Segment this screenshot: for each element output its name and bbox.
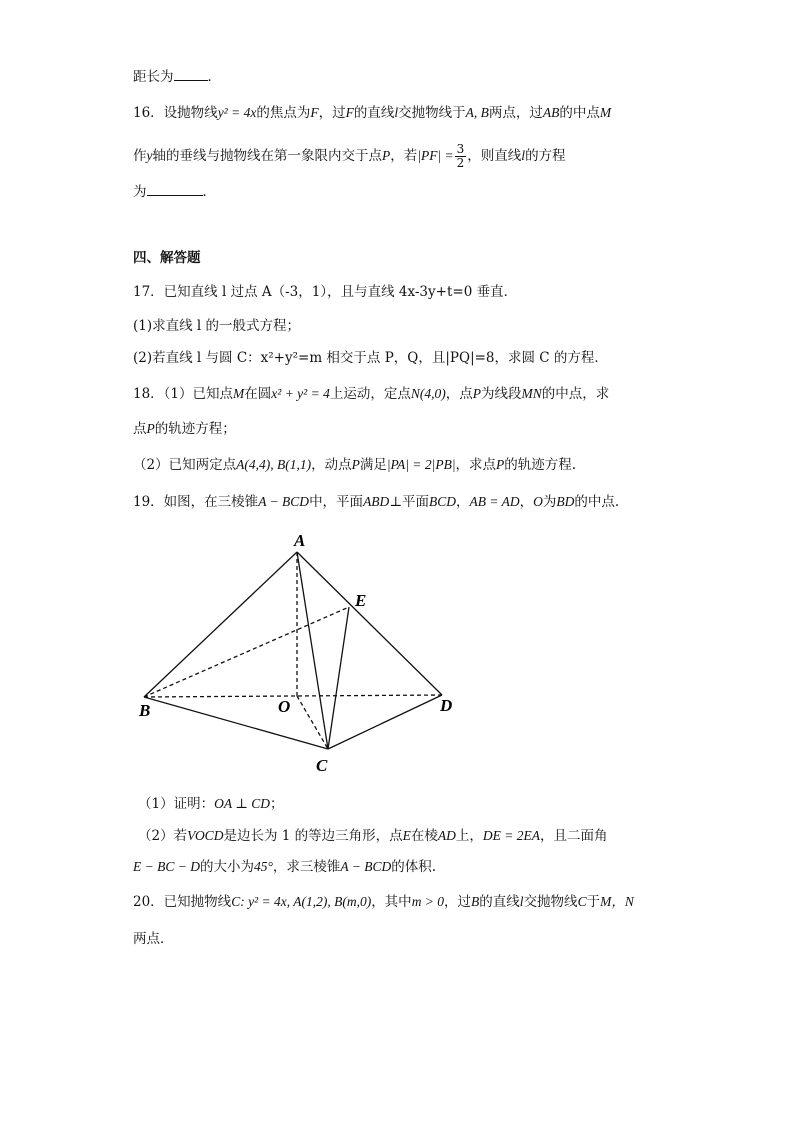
math-parabola: y² = 4x (217, 105, 257, 120)
q20-text: 于 (586, 894, 601, 910)
q18-text: 在圆 (244, 386, 272, 402)
q16-text: ，则直线 (467, 148, 522, 164)
q20-text: 交抛物线 (523, 894, 578, 910)
label-A: A (294, 531, 306, 550)
q19-text: 中，平面 (309, 494, 364, 510)
q18-text: 的轨迹方程. (504, 457, 577, 473)
q20-text: 的直线 (479, 894, 520, 910)
q19-text: 的大小为 (199, 859, 254, 875)
math-AB-eq-AD: AB = AD (469, 494, 520, 509)
q19-part2 (138, 826, 607, 846)
math-AB: AB (542, 105, 560, 120)
label-C: C (316, 756, 328, 775)
math-l: l (521, 148, 526, 163)
math-AD: AD (437, 828, 456, 843)
q20-text: ，过 (444, 894, 472, 910)
math-P: P (472, 386, 481, 401)
q19-part2-cont (133, 857, 436, 877)
q16-text: ，若 (390, 148, 418, 164)
q20-text: 20．已知抛物线 (133, 894, 232, 910)
q18-line2 (133, 419, 236, 439)
q16-text: 16．设抛物线 (133, 105, 218, 121)
q16-line3 (133, 181, 216, 202)
q16-text: 作 (133, 148, 147, 164)
q19-text: ， (519, 494, 534, 510)
fraction-three-halves (455, 143, 467, 170)
q18-text: （2）已知两定点 (133, 457, 237, 473)
q19-text: 19．如图，在三棱锥 (133, 494, 259, 510)
q19-part1 (138, 794, 284, 814)
math-l: l (394, 105, 399, 120)
q19-text: ； (270, 796, 284, 812)
q20-line1 (133, 892, 634, 912)
q16-text: 的直线 (353, 105, 395, 121)
math-P: P (351, 457, 360, 472)
q19-text: 为 (542, 494, 557, 510)
q16-text: 的焦点为 (256, 105, 311, 121)
math-BD: BD (556, 494, 575, 509)
math-angle: 45° (253, 859, 273, 874)
section-heading: 四、解答题 (133, 250, 201, 266)
math-N: N(4,0) (410, 386, 446, 401)
q16-text: ，过 (318, 105, 346, 121)
q18-text: 的轨迹方程； (154, 421, 236, 437)
math-MN: MN (521, 386, 542, 401)
math-P: P (382, 148, 391, 163)
math-dihedral: E − BC − D (133, 859, 200, 874)
q18-text: ，动点 (311, 457, 352, 473)
math-points: A(4,4), B(1,1) (236, 457, 312, 472)
q19-text: （1）证明： (138, 796, 215, 812)
q19-text: 在棱 (410, 828, 438, 844)
math-DE-eq-2EA: DE = 2EA (482, 828, 540, 843)
q16-line2 (133, 143, 566, 170)
edge-AC (297, 552, 328, 749)
q15-end: ． (207, 69, 221, 85)
math-PF: |PF| = (417, 148, 454, 163)
math-tetrahedron: A − BCD (340, 859, 392, 874)
q18-line1 (133, 384, 609, 404)
q20-text: ，其中 (371, 894, 412, 910)
edge-BC (144, 697, 328, 749)
label-B: B (139, 701, 151, 720)
q16-text: ． (202, 184, 216, 200)
fraction-denominator: 2 (456, 156, 465, 170)
math-F: F (345, 105, 354, 120)
q18-text: 上运动，定点 (329, 386, 411, 402)
fraction-numerator: 3 (456, 142, 465, 156)
math-condition: |PA| = 2|PB| (386, 457, 456, 472)
edge-BD-hidden (144, 695, 442, 697)
q17-part2: (2)若直线 l 与圆 C：x²+y²=m 相交于点 P，Q，且|PQ|=8，求圆 C 的方程． (133, 350, 608, 366)
q19-text: 是边长为 1 的等边三角形，点 (223, 828, 403, 844)
q15-tail (133, 66, 221, 87)
q16-line1 (133, 103, 611, 123)
math-plane-ABD: ABD (363, 494, 390, 509)
answer-blank (174, 66, 208, 81)
math-B: B (471, 894, 480, 909)
q18-text: ，点 (445, 386, 473, 402)
math-m-positive: m > 0 (411, 894, 445, 909)
q19-line1 (133, 492, 619, 512)
math-y: y (146, 148, 153, 163)
q19-text: 的体积. (391, 859, 437, 875)
label-D: D (440, 696, 453, 715)
label-E: E (355, 591, 367, 610)
q18-text: 18．（1）已知点 (133, 386, 234, 402)
math-F: F (310, 105, 319, 120)
q19-text: ， (456, 494, 470, 510)
q18-text: 满足 (359, 457, 387, 473)
edge-AB (144, 552, 297, 697)
q18-line3 (133, 455, 576, 475)
math-OA-perp-CD: OA ⊥ CD (214, 796, 271, 811)
math-parabola-points: C: y² = 4x, A(1,2), B(m,0) (231, 894, 372, 909)
q19-text: ，且二面角 (539, 828, 608, 844)
edge-CD (328, 695, 442, 749)
q16-text: 轴的垂线与抛物线在第一象限内交于点 (152, 148, 382, 164)
q19-text: 的中点. (574, 494, 620, 510)
q20-line2: 两点． (133, 931, 174, 947)
q19-text: ，求三棱锥 (272, 859, 341, 875)
q18-text: 为线段 (480, 386, 522, 402)
perpendicular-symbol: ⊥ (389, 494, 403, 510)
q16-text: 为 (133, 184, 147, 200)
edge-CE (328, 607, 349, 749)
answer-blank (147, 181, 203, 196)
math-triangle-OCD: VOCD (187, 828, 224, 843)
q16-text: 两点，过 (488, 105, 543, 121)
math-MN: M，N (600, 894, 634, 909)
q16-text: 交抛物线于 (398, 105, 466, 121)
math-tetrahedron: A − BCD (258, 494, 310, 509)
q17-part1: (1)求直线 l 的一般式方程； (133, 318, 301, 334)
math-M: M (599, 105, 612, 120)
q19-text: 平面 (402, 494, 430, 510)
math-l: l (519, 894, 524, 909)
q16-text: 的方程 (525, 148, 566, 164)
math-P: P (146, 421, 155, 436)
tetrahedron-figure (130, 525, 470, 780)
math-AB-points: A, B (465, 105, 489, 120)
math-E: E (402, 828, 411, 843)
math-C: C (577, 894, 587, 909)
math-M: M (233, 386, 245, 401)
edge-AD (297, 552, 442, 695)
q18-text: 点 (133, 421, 147, 437)
math-P: P (496, 457, 505, 472)
q17-line1: 17．已知直线 l 过点 A（-3，1），且与直线 4x-3y+t=0 垂直． (133, 284, 518, 300)
q19-text: 上， (455, 828, 483, 844)
q15-text: 距长为 (133, 69, 174, 85)
math-plane-BCD: BCD (429, 494, 457, 509)
q18-text: ，求点 (455, 457, 497, 473)
math-circle: x² + y² = 4 (271, 386, 330, 401)
q19-text: （2）若 (138, 828, 188, 844)
label-O: O (278, 697, 291, 716)
q16-text: 的中点 (559, 105, 600, 121)
q18-text: 的中点，求 (541, 386, 610, 402)
math-O: O (533, 494, 543, 509)
